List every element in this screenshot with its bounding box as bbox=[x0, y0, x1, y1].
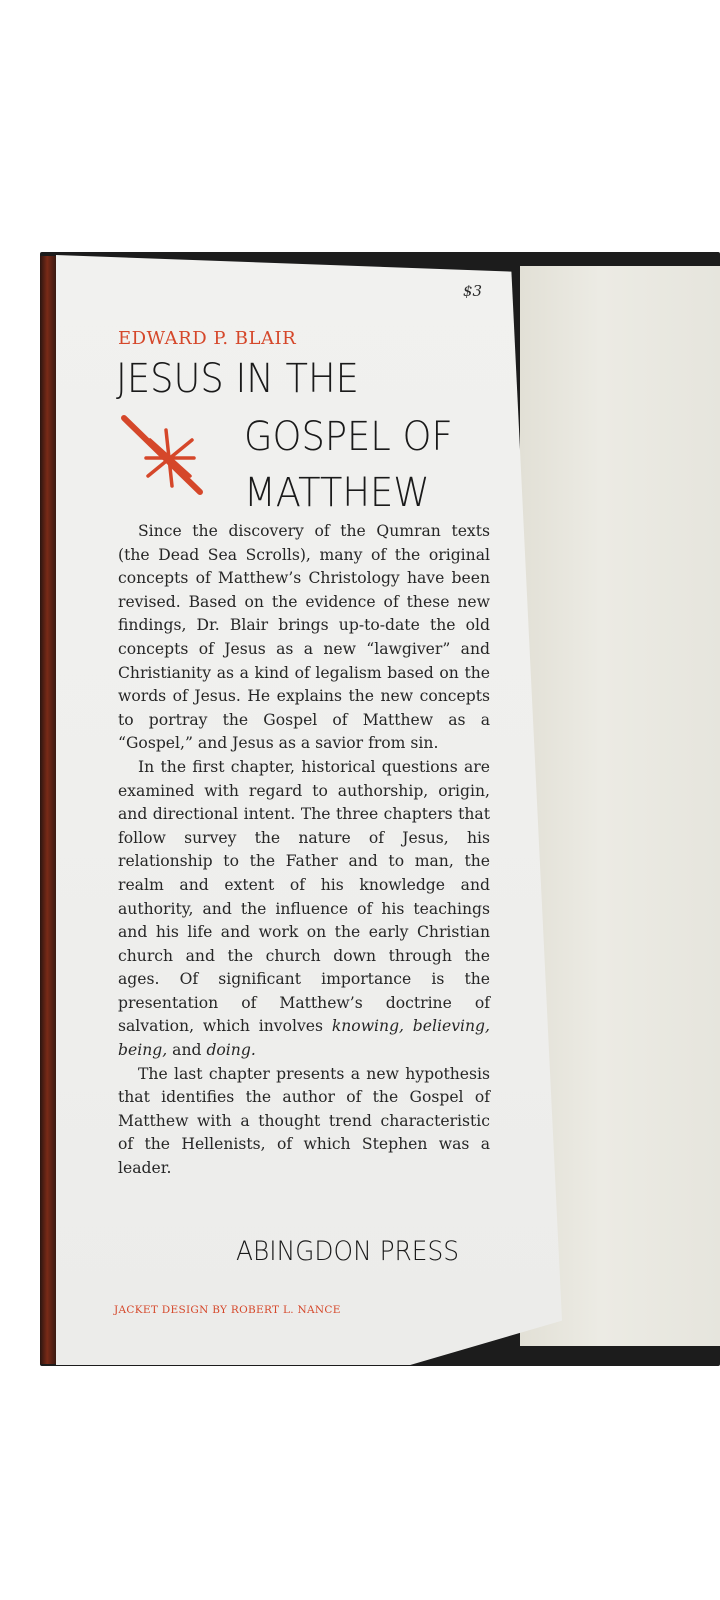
blurb-paragraph-3: The last chapter presents a new hypothesis that identifies the author of the Gospel of Matthew with a thought trend characteristic of the Hellenists, of which Stephen was a leader. bbox=[118, 1064, 490, 1178]
title-line-3: MATTHEW bbox=[244, 470, 430, 516]
publisher-name: ABINGDON PRESS bbox=[236, 1236, 460, 1267]
blurb-italic-doing: doing. bbox=[206, 1041, 256, 1060]
blurb-italic-terms: knowing, believing, being, bbox=[118, 1017, 490, 1060]
jacket-blurb bbox=[118, 520, 490, 1181]
price-label: $3 bbox=[463, 282, 483, 300]
blurb-paragraph-2 bbox=[118, 756, 490, 1063]
title-line-1: JESUS IN THE bbox=[116, 356, 359, 402]
jacket-credit: JACKET DESIGN BY ROBERT L. NANCE bbox=[114, 1304, 341, 1316]
title-line-2: GOSPEL OF bbox=[244, 414, 453, 460]
book-spine bbox=[40, 256, 56, 1364]
author-name: EDWARD P. BLAIR bbox=[118, 328, 297, 349]
blurb-paragraph-2-text: In the first chapter, historical questions are examined with regard to authorship, origin, and directional intent. The three chapters that follow survey the nature of Jesus, his relationship to the Father and to man, the realm and extent of his knowledge and authority, and the influence of his teachings and his life and work on the early Christian church and the church down through the ages. Of significant importance is the presentation of Matthew’s doctrine of salvation, which involves bbox=[118, 757, 490, 1036]
blurb-paragraph-1: Since the discovery of the Qumran texts (the Dead Sea Scrolls), many of the original concepts of Matthew’s Christology have been revised. Based on the evidence of these new findings, Dr. Blair brings up-to-date the old concepts of Jesus as a new “lawgiver” and Christianity as a kind of legalism based on the words of Jesus. He explains the new concepts to portray the Gospel of Matthew as a “Gospel,” and Jesus as a savior from sin. bbox=[118, 522, 490, 753]
asterisk-star-icon bbox=[120, 412, 210, 502]
blurb-connector: and bbox=[167, 1041, 207, 1060]
